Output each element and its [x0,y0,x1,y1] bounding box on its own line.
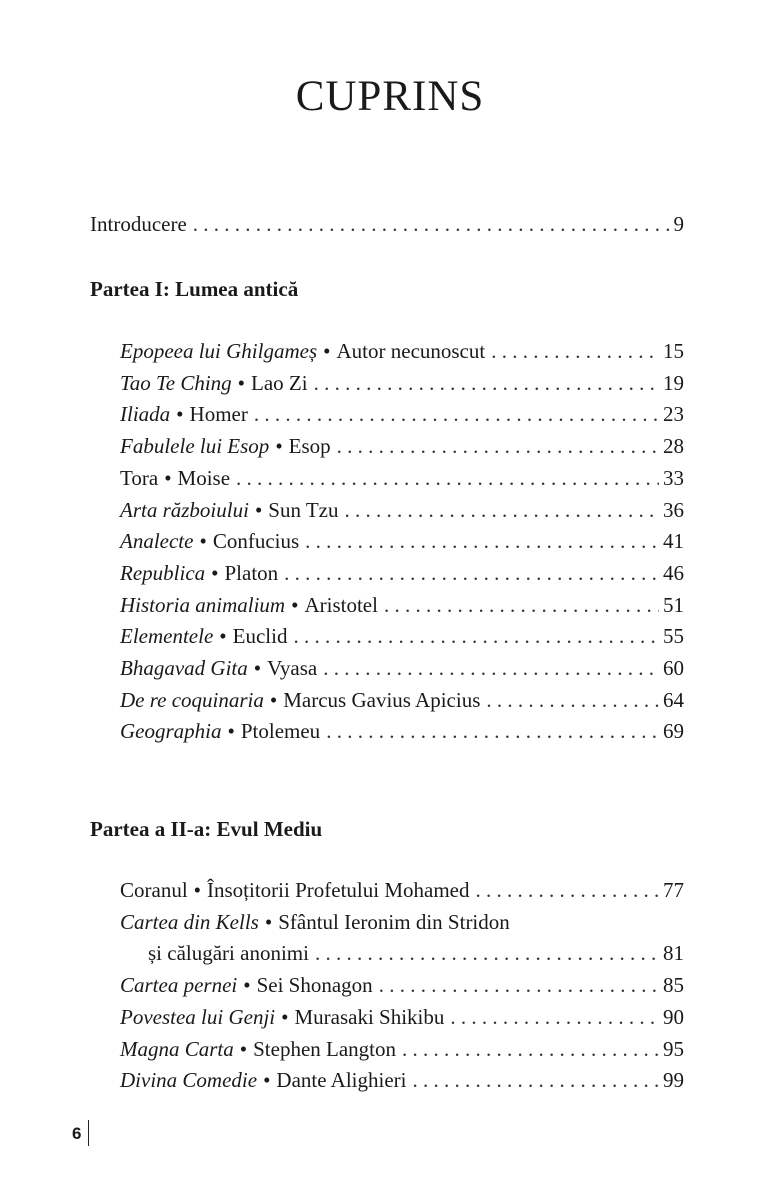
dot-leader [326,717,659,745]
toc-page-number: 85 [663,973,684,998]
work-title: Epopeea lui Ghilgameș [120,339,318,363]
author-name: Autor necunoscut [336,339,486,363]
author-name: Ptolemeu [240,719,321,744]
toc-page-number: 9 [673,212,684,236]
toc-entry[interactable] [120,1035,684,1063]
dot-leader [236,464,659,492]
toc-page-number: 99 [663,1068,684,1093]
work-title: Coranul [120,878,188,902]
bullet-separator: • [227,719,235,744]
toc-page-number: 33 [663,465,684,490]
dot-leader [323,654,659,682]
dot-leader [402,1035,659,1063]
bullet-separator: • [254,497,263,522]
toc-page-number: 64 [663,687,684,712]
author-name: Lao Zi [251,370,308,395]
dot-leader [193,210,670,238]
author-name-continued: și călugări anonimi [148,941,309,966]
bullet-separator: • [193,878,202,902]
author-name: Moise [177,465,231,490]
toc-entry[interactable] [120,1003,684,1031]
bullet-separator: • [263,1068,271,1093]
work-title: Iliada [120,402,171,427]
toc-entry[interactable] [120,559,684,587]
author-name: Sei Shonagon [256,973,373,998]
toc-entry[interactable] [120,717,684,745]
author-name: Sfântul Ieronim din Stridon [278,909,510,934]
toc-entry[interactable] [120,527,684,555]
toc-page-number: 15 [663,339,684,363]
work-title: Fabulele lui Esop [120,434,270,459]
toc-entry[interactable] [120,432,684,460]
toc-page-number: 51 [663,592,684,617]
toc-page-number: 46 [663,560,684,585]
toc-page-number: 36 [663,497,684,522]
bullet-separator: • [211,560,219,585]
work-title: Geographia [120,719,222,744]
author-name: Marcus Gavius Apicius [283,687,481,712]
bullet-separator: • [239,1036,248,1061]
bullet-separator: • [176,402,184,427]
work-title: Tao Te Ching [120,370,232,395]
bullet-separator: • [253,656,262,680]
toc-entry[interactable] [120,971,684,999]
work-title: Republica [120,560,206,585]
bullet-separator: • [269,687,278,712]
toc-entry[interactable] [120,337,684,365]
author-name: Platon [224,560,279,585]
toc-entry-intro[interactable] [90,210,684,238]
bullet-separator: • [219,624,227,649]
bullet-separator: • [275,434,283,459]
toc-page-number: 69 [663,719,684,744]
work-title: Analecte [120,529,194,554]
toc-entry[interactable] [120,496,684,524]
author-name: Însoțitorii Profetului Mohamed [207,878,470,902]
work-title: Bhagavad Gita [120,656,248,680]
dot-leader [314,369,659,397]
toc-page-number: 81 [663,941,684,966]
bullet-separator: • [291,592,299,617]
author-name: Vyasa [267,656,318,680]
author-name: Sun Tzu [268,497,339,522]
toc-entry-continuation[interactable] [148,939,684,967]
dot-leader [412,1066,659,1094]
author-name: Stephen Langton [253,1036,397,1061]
toc-entry[interactable] [120,591,684,619]
dot-leader [254,400,659,428]
author-name: Homer [189,402,248,427]
toc-page-number: 90 [663,1004,684,1029]
dot-leader [491,337,659,365]
toc-entry[interactable] [120,1066,684,1094]
bullet-separator: • [237,370,246,395]
dot-leader [476,876,660,904]
dot-leader [315,939,659,967]
dot-leader [284,559,659,587]
toc-entry[interactable] [120,464,684,492]
toc-page-number: 60 [663,656,684,680]
author-name: Esop [288,434,331,459]
author-name: Confucius [212,529,300,554]
work-title: Cartea din Kells [120,909,259,934]
work-title: Elementele [120,624,214,649]
toc-entry[interactable] [120,654,684,682]
work-title: Divina Comedie [120,1068,258,1093]
part-1-heading: Partea I: Lumea antică [90,277,299,301]
toc-entry[interactable] [120,686,684,714]
bullet-separator: • [199,529,207,554]
work-title: Historia animalium [120,592,286,617]
toc-page-number: 77 [663,878,684,902]
toc-entry[interactable] [120,876,684,904]
dot-leader [379,971,659,999]
work-title: De re coquinaria [120,687,264,712]
toc-entry[interactable] [120,400,684,428]
work-title: Magna Carta [120,1036,234,1061]
work-title: Tora [120,465,159,490]
toc-page-number: 19 [663,370,684,395]
page-number: 6 [72,1124,82,1143]
author-name: Dante Alighieri [276,1068,407,1093]
dot-leader [450,1003,659,1031]
bullet-separator: • [164,465,172,490]
toc-page-number: 55 [663,624,684,649]
toc-page-number: 23 [663,402,684,427]
author-name: Murasaki Shikibu [294,1004,445,1029]
author-name: Euclid [232,624,288,649]
work-title: Povestea lui Genji [120,1004,276,1029]
toc-page-number: 41 [663,529,684,554]
bullet-separator: • [264,909,273,934]
part-2-heading: Partea a II-a: Evul Mediu [90,817,323,841]
bullet-separator: • [243,973,251,998]
folio-rule [88,1120,89,1146]
toc-entry[interactable] [120,369,684,397]
toc-page-number: 28 [663,434,684,459]
work-title: Arta războiului [120,497,249,522]
bullet-separator: • [323,339,331,363]
work-title: Cartea pernei [120,973,238,998]
dot-leader [384,591,659,619]
toc-entry[interactable] [120,908,510,936]
page-title: CUPRINS [295,73,485,120]
dot-leader [486,686,659,714]
dot-leader [345,496,660,524]
toc-entry[interactable] [120,622,684,650]
bullet-separator: • [281,1004,289,1029]
author-name: Aristotel [304,592,378,617]
toc-entry-title: Introducere [90,212,187,236]
dot-leader [337,432,659,460]
toc-page-number: 95 [663,1036,684,1061]
dot-leader [305,527,659,555]
dot-leader [293,622,659,650]
